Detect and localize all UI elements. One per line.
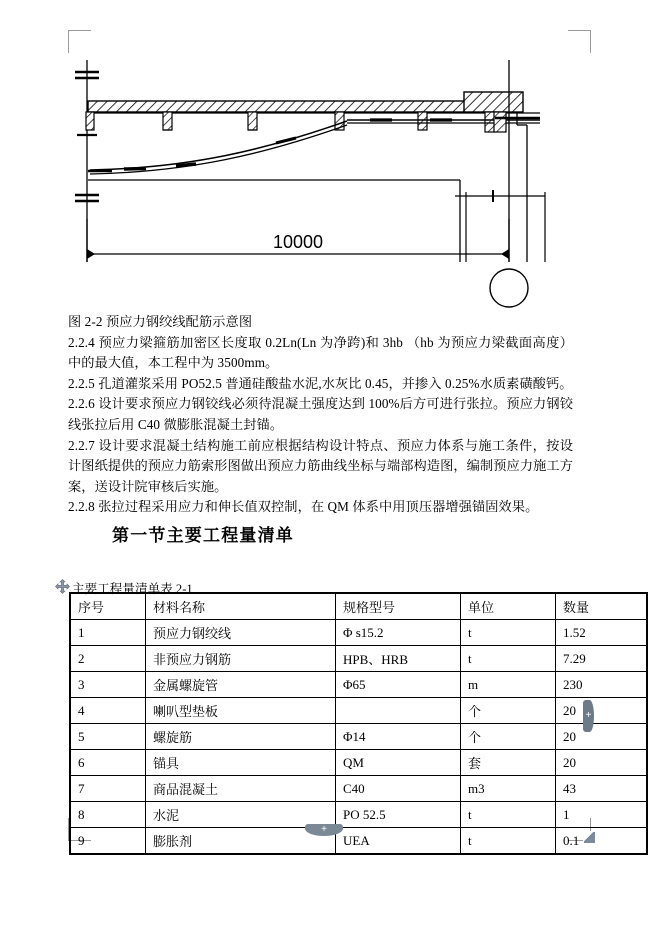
cell-quantity[interactable]: 1 bbox=[556, 802, 648, 828]
table-row[interactable] bbox=[70, 828, 647, 855]
cell-spec[interactable]: PO 52.5 bbox=[336, 802, 461, 828]
body-text bbox=[68, 312, 573, 518]
cell-material[interactable]: 锚具 bbox=[146, 750, 336, 776]
paragraph-2-2-4: 2.2.4 预应力梁箍筋加密区长度取 0.2Ln(Ln 为净跨)和 3hb （hb 为预应力梁截面高度）中的最大值，本工程中为 3500mm。 bbox=[68, 334, 573, 371]
cell-quantity[interactable]: 43 bbox=[556, 776, 648, 802]
cell-quantity[interactable]: 230 bbox=[556, 672, 648, 698]
cell-unit[interactable]: t bbox=[461, 620, 556, 646]
figure-prestressed-tendon-layout bbox=[0, 0, 666, 318]
cell-index[interactable]: 7 bbox=[70, 776, 146, 802]
beam-rib bbox=[163, 112, 172, 130]
anchorage-block-right bbox=[494, 112, 506, 132]
grid-reference-bubble bbox=[490, 269, 528, 307]
cell-spec[interactable]: QM bbox=[336, 750, 461, 776]
cell-index[interactable]: 6 bbox=[70, 750, 146, 776]
cell-material[interactable]: 商品混凝土 bbox=[146, 776, 336, 802]
table-row[interactable] bbox=[70, 672, 647, 698]
cell-index[interactable]: 5 bbox=[70, 724, 146, 750]
dimension-arrow-right bbox=[501, 249, 509, 259]
paragraph-2-2-8: 2.2.8 张拉过程采用应力和伸长值双控制，在 QM 体系中用顶压器增强锚固效果。 bbox=[68, 499, 539, 515]
table-row[interactable] bbox=[70, 646, 647, 672]
tendon-curve bbox=[90, 125, 347, 174]
paragraph-2-2-7: 2.2.7 设计要求混凝土结构施工前应根据结构设计特点、预应力体系与施工条件，按设计图纸提供的预应力筋索形图做出预应力筋曲线坐标与端部构造图，编制预应力施工方案，送设计院审核后实施。 bbox=[68, 437, 573, 494]
cell-spec[interactable]: Φ s15.2 bbox=[336, 620, 461, 646]
cell-material[interactable]: 预应力钢绞线 bbox=[146, 620, 336, 646]
cell-index[interactable]: 8 bbox=[70, 802, 146, 828]
beam-rib bbox=[248, 112, 257, 130]
table-header-cell: 单位 bbox=[461, 593, 556, 620]
cell-quantity[interactable]: 0.1 bbox=[556, 828, 648, 855]
cell-index[interactable]: 4 bbox=[70, 698, 146, 724]
dimension-label: 10000 bbox=[272, 232, 324, 252]
cell-quantity[interactable]: 7.29 bbox=[556, 646, 648, 672]
table-body bbox=[70, 620, 647, 855]
table-caption: 主要工程量清单表 2-1 bbox=[72, 582, 193, 596]
section-heading: 第一节主要工程量清单 bbox=[112, 526, 294, 545]
drawing-svg bbox=[0, 0, 666, 318]
cell-unit[interactable]: t bbox=[461, 646, 556, 672]
cell-material[interactable]: 膨胀剂 bbox=[146, 828, 336, 855]
cell-material[interactable]: 水泥 bbox=[146, 802, 336, 828]
tendon-chair bbox=[124, 169, 146, 170]
table-row[interactable] bbox=[70, 620, 647, 646]
cell-spec[interactable]: C40 bbox=[336, 776, 461, 802]
table-move-handle-icon[interactable] bbox=[55, 579, 70, 594]
cell-spec[interactable]: Φ65 bbox=[336, 672, 461, 698]
table-header-cell: 规格型号 bbox=[336, 593, 461, 620]
tendon-chair bbox=[176, 164, 196, 166]
cell-unit[interactable]: m bbox=[461, 672, 556, 698]
add-column-button[interactable]: + bbox=[583, 700, 594, 732]
table-header-cell: 材料名称 bbox=[146, 593, 336, 620]
paragraph-2-2-6: 2.2.6 设计要求预应力钢铰线必须待混凝土强度达到 100%后方可进行张拉。预应力钢铰线张拉后用 C40 微膨胀混凝土封锚。 bbox=[68, 396, 573, 432]
cell-quantity[interactable]: 20 bbox=[556, 724, 648, 750]
cell-spec[interactable] bbox=[336, 698, 461, 724]
cell-quantity[interactable]: 20 bbox=[556, 750, 648, 776]
add-row-button[interactable]: + bbox=[305, 824, 343, 836]
cell-material[interactable]: 喇叭型垫板 bbox=[146, 698, 336, 724]
cell-material[interactable]: 非预应力钢筋 bbox=[146, 646, 336, 672]
figure-caption: 图 2-2 预应力钢绞线配筋示意图 bbox=[68, 314, 253, 329]
beam-rib bbox=[86, 112, 94, 130]
cell-unit[interactable]: 套 bbox=[461, 750, 556, 776]
cell-index[interactable]: 2 bbox=[70, 646, 146, 672]
cell-unit[interactable]: 个 bbox=[461, 724, 556, 750]
cell-unit[interactable]: m3 bbox=[461, 776, 556, 802]
table-header-row bbox=[70, 593, 647, 620]
cell-index[interactable]: 1 bbox=[70, 620, 146, 646]
tendon-curve bbox=[90, 121, 347, 170]
slab-end-block bbox=[464, 92, 523, 112]
table-row[interactable] bbox=[70, 776, 647, 802]
paragraph-2-2-5: 2.2.5 孔道灌浆采用 PO52.5 普通硅酸盐水泥,水灰比 0.45，并掺入 0.25%水质素磺酸钙。 bbox=[68, 375, 573, 391]
cell-index[interactable]: 9 bbox=[70, 828, 146, 855]
cell-spec[interactable]: Φ14 bbox=[336, 724, 461, 750]
four-arrow-move-icon bbox=[55, 579, 70, 594]
cell-quantity[interactable]: 1.52 bbox=[556, 620, 648, 646]
cell-unit[interactable]: 个 bbox=[461, 698, 556, 724]
cell-quantity[interactable]: 20 bbox=[556, 698, 648, 724]
cell-unit[interactable]: t bbox=[461, 802, 556, 828]
cell-material[interactable]: 螺旋筋 bbox=[146, 724, 336, 750]
beam-rib bbox=[418, 112, 427, 130]
table-row[interactable] bbox=[70, 698, 647, 724]
cell-unit[interactable]: t bbox=[461, 828, 556, 855]
slab-section bbox=[88, 101, 500, 112]
quantity-table[interactable] bbox=[69, 592, 648, 855]
table-row[interactable] bbox=[70, 802, 647, 828]
table-row[interactable] bbox=[70, 750, 647, 776]
table-row[interactable] bbox=[70, 724, 647, 750]
table-header-cell: 序号 bbox=[70, 593, 146, 620]
cell-spec[interactable]: HPB、HRB bbox=[336, 646, 461, 672]
cell-spec[interactable]: UEA bbox=[336, 828, 461, 855]
table-resize-handle[interactable] bbox=[583, 831, 596, 844]
dimension-arrow-left bbox=[87, 249, 95, 259]
cell-index[interactable]: 3 bbox=[70, 672, 146, 698]
table-header-cell: 数量 bbox=[556, 593, 648, 620]
cell-material[interactable]: 金属螺旋管 bbox=[146, 672, 336, 698]
